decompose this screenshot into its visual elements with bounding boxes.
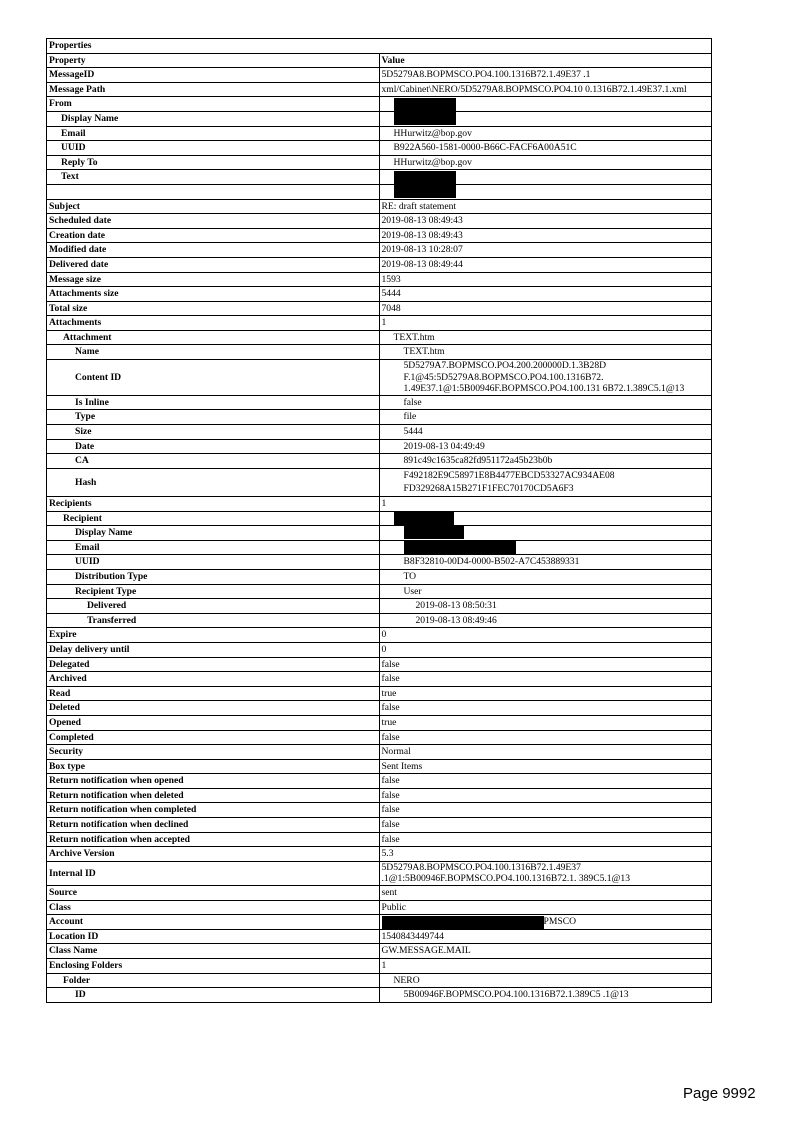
property-value-text: GW.MESSAGE.MAIL xyxy=(381,945,471,957)
table-row xyxy=(47,759,712,774)
table-row xyxy=(47,715,712,730)
property-value xyxy=(379,126,712,141)
table-row xyxy=(47,214,712,229)
property-label: UUID xyxy=(47,555,380,570)
property-value xyxy=(379,745,712,760)
property-label: Text xyxy=(47,170,380,185)
property-value-text: false xyxy=(381,789,400,801)
property-label: Delivered xyxy=(47,599,380,614)
table-header-row xyxy=(47,53,712,68)
table-row xyxy=(47,944,712,959)
property-value xyxy=(379,345,712,360)
property-value-text: B8F32810-00D4-0000-B502-A7C453889331 xyxy=(403,556,580,568)
property-value xyxy=(379,111,712,126)
property-label: Return notification when declined xyxy=(47,818,380,833)
property-value xyxy=(379,526,712,541)
property-value-text: 1593 xyxy=(381,273,401,285)
table-row xyxy=(47,316,712,331)
property-value-text: Normal xyxy=(381,746,411,758)
table-row xyxy=(47,788,712,803)
table-row xyxy=(47,228,712,243)
table-row xyxy=(47,628,712,643)
property-label: Subject xyxy=(47,199,380,214)
property-label: Attachments size xyxy=(47,287,380,302)
properties-table xyxy=(46,38,712,1003)
property-label: Attachment xyxy=(47,330,380,345)
table-row xyxy=(47,257,712,272)
header-value: Value xyxy=(379,53,712,68)
header-property: Property xyxy=(47,53,380,68)
property-label: Display Name xyxy=(47,526,380,541)
property-value-text: sent xyxy=(381,887,397,899)
property-value xyxy=(379,68,712,83)
property-value xyxy=(379,257,712,272)
table-row xyxy=(47,97,712,112)
property-value xyxy=(379,900,712,915)
property-value xyxy=(379,184,712,199)
property-label: Modified date xyxy=(47,243,380,258)
property-value xyxy=(379,287,712,302)
redaction-block xyxy=(394,185,456,198)
property-value-text: Sent Items xyxy=(381,760,423,772)
property-value xyxy=(379,715,712,730)
table-row xyxy=(47,511,712,526)
property-label: Scheduled date xyxy=(47,214,380,229)
property-value-text: 1 xyxy=(381,960,387,971)
property-value xyxy=(379,330,712,345)
property-value xyxy=(379,214,712,229)
property-label: Expire xyxy=(47,628,380,643)
property-value xyxy=(379,97,712,112)
property-value-text: HHurwitz@bop.gov xyxy=(393,127,472,139)
property-value xyxy=(379,243,712,258)
table-row xyxy=(47,330,712,345)
table-row xyxy=(47,468,712,496)
table-row xyxy=(47,526,712,541)
property-value xyxy=(379,861,712,885)
property-label: Return notification when accepted xyxy=(47,832,380,847)
table-row xyxy=(47,832,712,847)
property-value-text: file xyxy=(403,411,417,423)
property-value-text: 5D5279A7.BOPMSCO.PO4.200.200000D.1.3B28D F.1@45:5D5279A8.BOPMSCO.PO4.100.1316B72. 1.49E37.1@1:5B00946F.BOPMSCO.PO4.100.131 6B72.1.389C5.1@13 xyxy=(403,360,685,395)
table-row xyxy=(47,599,712,614)
table-row xyxy=(47,973,712,988)
property-value xyxy=(379,584,712,599)
property-value-text: true xyxy=(381,716,397,728)
property-value-text: 2019-08-13 08:49:46 xyxy=(415,614,497,626)
property-value xyxy=(379,272,712,287)
property-value-text: 2019-08-13 08:49:43 xyxy=(381,229,463,241)
table-row xyxy=(47,686,712,701)
property-label: Recipients xyxy=(47,497,380,512)
property-value-text: NERO xyxy=(393,974,420,986)
property-label: Email xyxy=(47,540,380,555)
property-label: Completed xyxy=(47,730,380,745)
page-number: Page 9992 xyxy=(683,1085,756,1102)
property-label: Distribution Type xyxy=(47,569,380,584)
property-label: Return notification when completed xyxy=(47,803,380,818)
table-row xyxy=(47,613,712,628)
property-value xyxy=(379,511,712,526)
table-row xyxy=(47,170,712,185)
redaction-block xyxy=(394,512,454,525)
property-value xyxy=(379,657,712,672)
property-label: Internal ID xyxy=(47,861,380,885)
property-value xyxy=(379,316,712,331)
property-label: Email xyxy=(47,126,380,141)
property-label: Class xyxy=(47,900,380,915)
property-value xyxy=(379,832,712,847)
table-row xyxy=(47,847,712,862)
table-row xyxy=(47,439,712,454)
property-value xyxy=(379,454,712,469)
table-row xyxy=(47,584,712,599)
property-value-text: PMSCO xyxy=(543,916,577,928)
property-value-text: 0 xyxy=(381,629,387,641)
table-row xyxy=(47,642,712,657)
property-value-text: HHurwitz@bop.gov xyxy=(393,156,472,168)
property-value-text: 5.3 xyxy=(381,848,394,860)
property-label: ID xyxy=(47,988,380,1003)
table-row xyxy=(47,111,712,126)
table-row xyxy=(47,774,712,789)
property-label: Security xyxy=(47,745,380,760)
property-value xyxy=(379,170,712,185)
property-label: Read xyxy=(47,686,380,701)
property-label: Reply To xyxy=(47,155,380,170)
table-row xyxy=(47,82,712,97)
property-value xyxy=(379,929,712,944)
property-label: Total size xyxy=(47,301,380,316)
table-title-row xyxy=(47,39,712,54)
property-label: Content ID xyxy=(47,360,380,396)
property-value xyxy=(379,613,712,628)
property-value-text: 891c49c1635ca82fd951172a45b23b0b xyxy=(403,455,553,467)
property-label: Return notification when opened xyxy=(47,774,380,789)
table-row xyxy=(47,141,712,156)
table-row xyxy=(47,540,712,555)
table-row xyxy=(47,199,712,214)
property-value-text: 7048 xyxy=(381,302,401,314)
property-label: Hash xyxy=(47,468,380,496)
property-label: Recipient Type xyxy=(47,584,380,599)
property-label: Is Inline xyxy=(47,395,380,410)
property-value-text: 5444 xyxy=(381,288,401,300)
table-row xyxy=(47,497,712,512)
property-value-text: Public xyxy=(381,901,407,913)
property-value-text: 2019-08-13 04:49:49 xyxy=(403,440,485,452)
table-title: Properties xyxy=(47,39,712,54)
property-label: Name xyxy=(47,345,380,360)
table-row xyxy=(47,425,712,440)
property-value xyxy=(379,988,712,1003)
property-value-text: RE: draft statement xyxy=(381,200,457,212)
table-row xyxy=(47,672,712,687)
property-label: Archived xyxy=(47,672,380,687)
property-label: MessageID xyxy=(47,68,380,83)
property-value xyxy=(379,141,712,156)
table-row xyxy=(47,184,712,199)
property-value xyxy=(379,199,712,214)
property-value-text: false xyxy=(381,775,400,787)
property-label: Type xyxy=(47,410,380,425)
property-value xyxy=(379,774,712,789)
table-row xyxy=(47,929,712,944)
property-value xyxy=(379,759,712,774)
property-value xyxy=(379,818,712,833)
table-row xyxy=(47,915,712,930)
property-value-text: false xyxy=(381,702,400,714)
property-value xyxy=(379,425,712,440)
property-value-text: B922A560-1581-0000-B66C-FACF6A00A51C xyxy=(393,142,577,154)
table-row xyxy=(47,745,712,760)
property-value-text: false xyxy=(381,673,400,685)
property-label: Display Name xyxy=(47,111,380,126)
property-value xyxy=(379,599,712,614)
property-label: Deleted xyxy=(47,701,380,716)
property-value-text: false xyxy=(381,833,400,845)
property-value-text: false xyxy=(403,396,422,408)
property-value xyxy=(379,944,712,959)
property-label: Account xyxy=(47,915,380,930)
property-value xyxy=(379,468,712,496)
property-label: Recipient xyxy=(47,511,380,526)
table-row xyxy=(47,701,712,716)
table-row xyxy=(47,345,712,360)
table-row xyxy=(47,569,712,584)
property-value xyxy=(379,686,712,701)
property-label: Attachments xyxy=(47,316,380,331)
property-label: Opened xyxy=(47,715,380,730)
property-label: Creation date xyxy=(47,228,380,243)
table-row xyxy=(47,301,712,316)
property-value-text: 2019-08-13 08:50:31 xyxy=(415,600,497,612)
property-value-text: false xyxy=(381,819,400,831)
property-value xyxy=(379,959,712,974)
table-row xyxy=(47,730,712,745)
property-label: Delay delivery until xyxy=(47,642,380,657)
property-label: Folder xyxy=(47,973,380,988)
property-value xyxy=(379,915,712,930)
property-value-text: 1 xyxy=(381,317,387,329)
table-row xyxy=(47,900,712,915)
property-value xyxy=(379,410,712,425)
property-label: Message Path xyxy=(47,82,380,97)
table-row xyxy=(47,803,712,818)
property-value xyxy=(379,360,712,396)
property-value-text: TEXT.htm xyxy=(393,331,435,343)
property-value-text: xml/Cabinet\NERO/5D5279A8.BOPMSCO.PO4.10 0.1316B72.1.49E37.1.xml xyxy=(381,83,687,95)
property-label: Source xyxy=(47,886,380,901)
property-label: Location ID xyxy=(47,929,380,944)
property-value-text: false xyxy=(381,658,400,670)
property-value xyxy=(379,555,712,570)
property-value xyxy=(379,155,712,170)
table-row xyxy=(47,395,712,410)
property-value xyxy=(379,973,712,988)
property-value-text: 2019-08-13 08:49:43 xyxy=(381,215,463,227)
property-label: Archive Version xyxy=(47,847,380,862)
property-value xyxy=(379,395,712,410)
property-value-text: false xyxy=(381,731,400,743)
property-label: Enclosing Folders xyxy=(47,959,380,974)
property-value xyxy=(379,497,712,512)
property-label: Message size xyxy=(47,272,380,287)
table-row xyxy=(47,861,712,885)
property-value-text: 5D5279A8.BOPMSCO.PO4.100.1316B72.1.49E37 .1 xyxy=(381,69,591,81)
property-value xyxy=(379,439,712,454)
property-value-text: 5444 xyxy=(403,426,423,438)
property-label xyxy=(47,184,380,199)
property-value-text: 0 xyxy=(381,643,387,655)
table-row xyxy=(47,959,712,974)
table-row xyxy=(47,555,712,570)
table-row xyxy=(47,68,712,83)
table-row xyxy=(47,126,712,141)
redaction-block xyxy=(404,526,464,539)
redaction-block xyxy=(404,541,516,554)
redaction-block xyxy=(394,171,456,184)
property-value-text: 2019-08-13 08:49:44 xyxy=(381,258,463,270)
property-label: CA xyxy=(47,454,380,469)
table-row xyxy=(47,287,712,302)
redaction-block xyxy=(394,98,456,111)
property-label: Return notification when deleted xyxy=(47,788,380,803)
property-value-text: TEXT.htm xyxy=(403,346,445,358)
property-value xyxy=(379,301,712,316)
table-row xyxy=(47,886,712,901)
property-label: Delivered date xyxy=(47,257,380,272)
property-value xyxy=(379,569,712,584)
property-value xyxy=(379,540,712,555)
property-label: From xyxy=(47,97,380,112)
table-row xyxy=(47,360,712,396)
property-value-text: false xyxy=(381,804,400,816)
property-value-text: 5B00946F.BOPMSCO.PO4.100.1316B72.1.389C5 .1@13 xyxy=(403,989,629,1001)
property-label: Box type xyxy=(47,759,380,774)
table-row xyxy=(47,243,712,258)
table-row xyxy=(47,818,712,833)
property-label: Date xyxy=(47,439,380,454)
property-value xyxy=(379,701,712,716)
property-label: UUID xyxy=(47,141,380,156)
property-value xyxy=(379,803,712,818)
property-value-text: 1 xyxy=(381,498,387,509)
property-value xyxy=(379,886,712,901)
table-row xyxy=(47,272,712,287)
table-row xyxy=(47,155,712,170)
property-value xyxy=(379,628,712,643)
property-value-text: TO xyxy=(403,570,417,582)
property-label: Class Name xyxy=(47,944,380,959)
property-value-text: F492182E9C58971E8B4477EBCD53327AC934AE08 FD329268A15B271F1FEC70170CD5A6F3 xyxy=(403,469,615,495)
property-label: Transferred xyxy=(47,613,380,628)
property-value xyxy=(379,730,712,745)
property-value xyxy=(379,228,712,243)
property-value-text: 2019-08-13 10:28:07 xyxy=(381,244,463,256)
table-row xyxy=(47,454,712,469)
table-row xyxy=(47,988,712,1003)
table-row xyxy=(47,410,712,425)
property-value xyxy=(379,642,712,657)
table-row xyxy=(47,657,712,672)
redaction-block xyxy=(394,112,456,125)
property-value xyxy=(379,672,712,687)
property-label: Delegated xyxy=(47,657,380,672)
property-value xyxy=(379,788,712,803)
property-value xyxy=(379,847,712,862)
property-value-text: 5D5279A8.BOPMSCO.PO4.100.1316B72.1.49E37 .1@1:5B00946F.BOPMSCO.PO4.100.1316B72.1. 389C5.1@13 xyxy=(381,861,631,885)
property-value xyxy=(379,82,712,97)
property-label: Size xyxy=(47,425,380,440)
redaction-block xyxy=(382,916,544,929)
property-value-text: User xyxy=(403,585,422,597)
property-value-text: 1540843449744 xyxy=(381,930,444,942)
property-value-text: true xyxy=(381,687,397,699)
